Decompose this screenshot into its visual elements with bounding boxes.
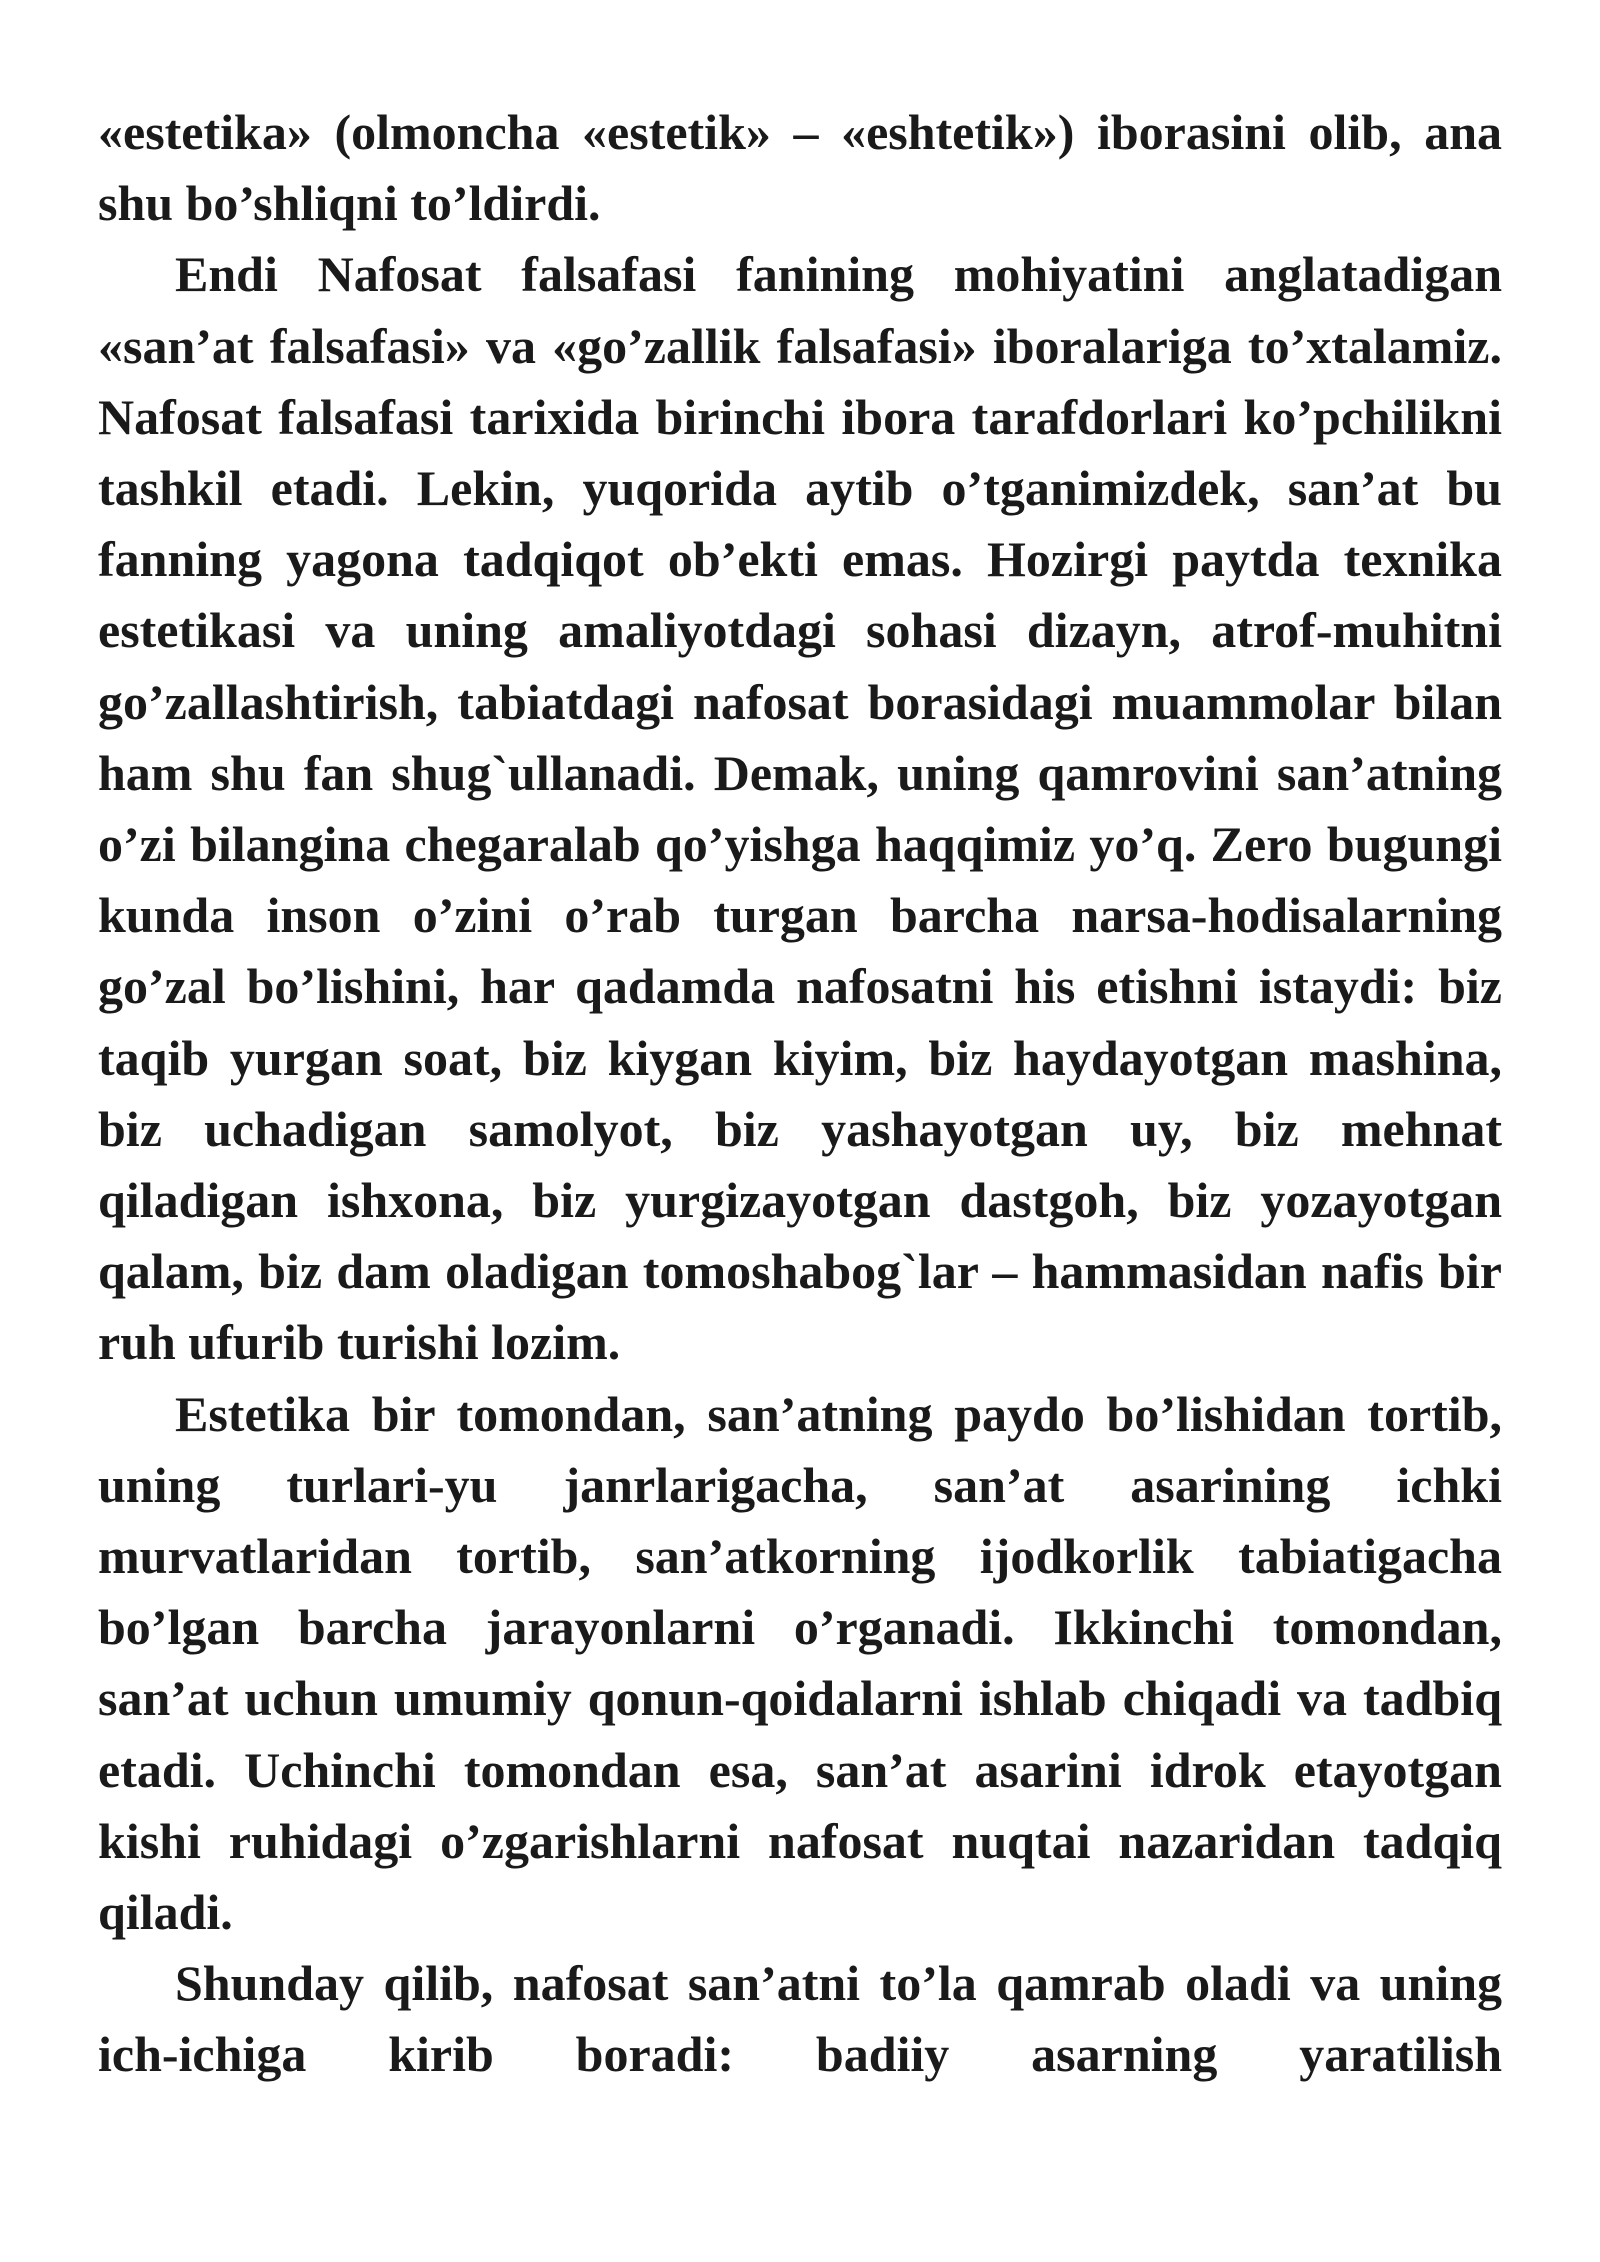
- paragraph-1: «estetika» (olmoncha «estetik» – «eshtetik») iborasini olib, ana shu bo’shliqni to’ldirdi.: [98, 104, 1502, 232]
- paragraph-4: Shunday qilib, nafosat san’atni to’la qamrab oladi va uning ich-ichiga kirib boradi: badiiy asarning yaratilish: [98, 1955, 1502, 2083]
- paragraph-3: Estetika bir tomondan, san’atning paydo bo’lishidan tortib, uning turlari-yu janrlarigacha, san’at asarining ichki murvatlaridan tortib, san’atkorning ijodkorlik tabiatigacha bo’lgan barcha jarayonlarni o’rganadi. Ikkinchi tomondan, san’at uchun umumiy qonun-qoidalarni ishlab chiqadi va tadbiq etadi. Uchinchi tomondan esa, san’at asarini idrok etayotgan kishi ruhidagi o’zgarishlarni nafosat nuqtai nazaridan tadqiq qiladi.: [98, 1385, 1502, 1941]
- document-page: [98, 97, 1502, 2227]
- paragraph-2: Endi Nafosat falsafasi fanining mohiyatini anglatadigan «san’at falsafasi» va «go’zallik falsafasi» iboralariga to’xtalamiz. Nafosat falsafasi tarixida birinchi ibora tarafdorlari ko’pchilikni tashkil etadi. Lekin, yuqorida aytib o’tganimizdek, san’at bu fanning yagona tadqiqot ob’ekti emas. Hozirgi paytda texnika estetikasi va uning amaliyotdagi sohasi dizayn, atrof-muhitni go’zallashtirish, tabiatdagi nafosat borasidagi muammolar bilan ham shu fan shug`ullanadi. Demak, uning qamrovini san’atning o’zi bilangina chegaralab qo’yishga haqqimiz yo’q. Zero bugungi kunda inson o’zini o’rab turgan barcha narsa-hodisalarning go’zal bo’lishini, har qadamda nafosatni his etishni istaydi: biz taqib yurgan soat, biz kiygan kiyim, biz haydayotgan mashina, biz uchadigan samolyot, biz yashayotgan uy, biz mehnat qiladigan ishxona, biz yurgizayotgan dastgoh, biz yozayotgan qalam, biz dam oladigan tomoshabog`lar – hammasidan nafis bir ruh ufurib turishi lozim.: [98, 246, 1502, 1371]
